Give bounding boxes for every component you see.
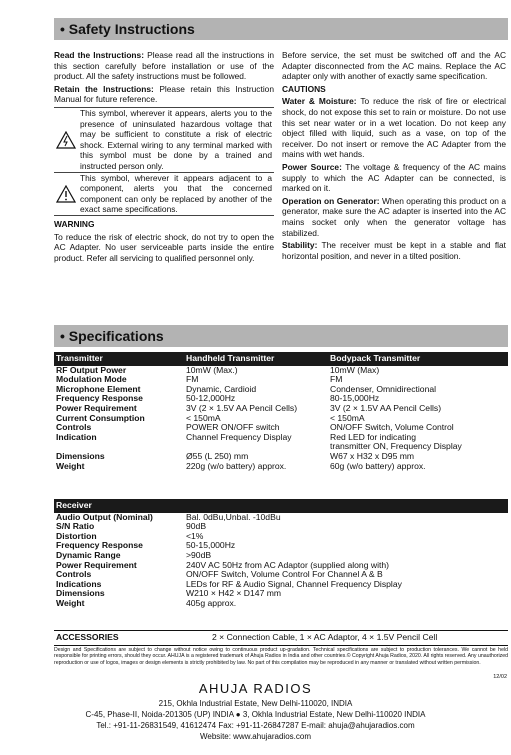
spec-label: Current Consumption bbox=[56, 412, 145, 423]
exclamation-warning-icon bbox=[54, 173, 78, 215]
spec-value: < 150mA bbox=[186, 412, 221, 423]
spec-row bbox=[54, 589, 508, 599]
spec-value: 90dB bbox=[186, 521, 207, 532]
spec-value: >90dB bbox=[186, 549, 212, 560]
spec-row bbox=[54, 541, 508, 551]
spec-label: Power Requirement bbox=[56, 559, 137, 570]
spec-value: Ø55 (L 250) mm bbox=[186, 450, 249, 461]
spec-label: Dimensions bbox=[56, 588, 105, 599]
disclaimer-text: Design and Specifications are subject to change without notice owing to continuous product up-gradation. Technical specifications are subject to production tolerances. We cannot be held responsible for printing errors, should they occur. AHUJA is a registered trademark of Ahuja Radios in India and other countries.© Copyright Ahuja Radios, 2020. All rights reserved. Any unauthorized reproduction or use of logos, images or design elements is strictly prohibited by law. No part of this compilation may be reproduced in any manner or translated without written permission. bbox=[54, 647, 508, 666]
receiver-table bbox=[54, 499, 508, 609]
spec-label: Controls bbox=[56, 422, 92, 433]
before-service-text: Before service, the set must be switched off and the AC Adapter disconnected from the AC mains. Replace the AC adapter only with another of exactly same specification. bbox=[282, 50, 506, 82]
spec-value: ON/OFF Switch, Volume Control For Channel A & B bbox=[186, 569, 383, 580]
spec-label: S/N Ratio bbox=[56, 521, 95, 532]
transmitter-header-row: Transmitter Handheld Transmitter Bodypack Transmitter bbox=[54, 352, 508, 366]
read-instructions: Read the Instructions: Please read all the instructions in this section carefully before installation or use of the product. All the safety instructions must be followed. bbox=[54, 50, 274, 82]
warning-heading: WARNING bbox=[54, 218, 95, 229]
spec-value: 80-15,000Hz bbox=[330, 393, 380, 404]
spec-value: Channel Frequency Display bbox=[186, 431, 292, 442]
spec-value: FM bbox=[330, 374, 343, 385]
warning-text: To reduce the risk of electric shock, do not try to open the AC Adapter. No user serviceable parts inside the entire product. Refer all servicing to qualified personnel only. bbox=[54, 231, 274, 263]
spec-label: Indications bbox=[56, 578, 102, 589]
spec-label: Dynamic Range bbox=[56, 549, 121, 560]
component-symbol-notice: This symbol, wherever it appears adjacent to a component, alerts you that the concerned component can only be replaced by another of the exact same specifications. bbox=[54, 173, 274, 216]
spec-label: Microphone Element bbox=[56, 383, 141, 394]
spec-value: Condenser, Omnidirectional bbox=[330, 383, 437, 394]
accessories-value: 2 × Connection Cable, 1 × AC Adaptor, 4 × 1.5V Pencil Cell bbox=[212, 632, 438, 642]
spec-label: Frequency Response bbox=[56, 540, 143, 551]
operation-generator: Operation on Generator: When operating this product on a generator, make sure the AC adapter is inserted into the AC mains socket only when the generator voltage has stabilized. bbox=[282, 195, 506, 238]
transmitter-table bbox=[54, 352, 508, 471]
spec-row bbox=[54, 522, 508, 532]
spec-value: 60g (w/o battery) approx. bbox=[330, 460, 426, 471]
spec-value: 405g approx. bbox=[186, 597, 237, 608]
stability: Stability: The receiver must be kept in a stable and flat horizontal position, and never in a tilted position. bbox=[282, 240, 506, 261]
specs-section-title: • Specifications bbox=[54, 325, 508, 347]
address-line-1: 215, Okhla Industrial Estate, New Delhi-110020, INDIA bbox=[158, 699, 353, 708]
accessories-row bbox=[54, 630, 508, 646]
company-name: AHUJA RADIOS bbox=[198, 681, 313, 696]
spec-value: <1% bbox=[186, 530, 204, 541]
lightning-warning-icon bbox=[54, 108, 78, 172]
spec-value: ON/OFF Switch, Volume Control bbox=[330, 422, 454, 433]
spec-row bbox=[54, 462, 508, 472]
spec-row bbox=[54, 580, 508, 590]
safety-section-title: • Safety Instructions bbox=[54, 18, 508, 40]
power-source: Power Source: The voltage & frequency of the AC mains supply to which the AC Adapter can be connected, is marked on it. bbox=[282, 161, 506, 194]
spec-value: Dynamic, Cardioid bbox=[186, 383, 257, 394]
contact-line: Tel.: +91-11-26831549, 41612474 Fax: +91-11-26847287 E-mail: ahuja@ahujaradios.com bbox=[96, 721, 415, 730]
spec-value: 50-15,000Hz bbox=[186, 540, 236, 551]
spec-label: Frequency Response bbox=[56, 393, 143, 404]
water-moisture: Water & Moisture: To reduce the risk of fire or electrical shock, do not expose this set to rain or moisture. Do not use this set near water or in a wet location. Do not keep any object filled with liquid, such as a vase, on top of the receiver. Do not insert or remove the AC Adapter from the mains with wet hands. bbox=[282, 96, 506, 160]
receiver-header-row: Receiver bbox=[54, 499, 508, 513]
accessories-label: ACCESSORIES bbox=[56, 632, 119, 642]
spec-label: Weight bbox=[56, 460, 85, 471]
spec-value: 10mW (Max.) bbox=[186, 364, 238, 375]
spec-value: Red LED for indicating bbox=[330, 431, 416, 442]
spec-value: 3V (2 × 1.5V AA Pencil Cells) bbox=[330, 402, 442, 413]
spec-value: Bal. 0dBu,Unbal. -10dBu bbox=[186, 511, 281, 522]
spec-row bbox=[54, 442, 508, 452]
spec-label: Controls bbox=[56, 569, 92, 580]
spec-value: < 150mA bbox=[330, 412, 365, 423]
spec-label: Indication bbox=[56, 431, 97, 442]
safety-left-column bbox=[54, 50, 274, 265]
spec-row bbox=[54, 599, 508, 609]
safety-right-column bbox=[282, 50, 506, 263]
spec-label: Dimensions bbox=[56, 450, 105, 461]
shock-symbol-notice: This symbol, wherever it appears, alerts you to the presence of uninsulated hazardous voltage that may be sufficient to constitute a risk of electric shock. External wiring to any terminal marked with this symbol must be done by a trained and instructed person only. bbox=[54, 107, 274, 173]
website-line: Website: www.ahujaradios.com bbox=[199, 732, 311, 741]
spec-label: Audio Output (Nominal) bbox=[56, 511, 153, 522]
spec-value: 240V AC 50Hz from AC Adaptor (supplied along with) bbox=[186, 559, 390, 570]
spec-value: FM bbox=[186, 374, 199, 385]
spec-value: LEDs for RF & Audio Signal, Channel Frequency Display bbox=[186, 578, 402, 589]
cautions-heading: CAUTIONS bbox=[282, 83, 326, 94]
spec-value: POWER ON/OFF switch bbox=[186, 422, 280, 433]
spec-label: Power Requirement bbox=[56, 402, 137, 413]
spec-value: 3V (2 × 1.5V AA Pencil Cells) bbox=[186, 402, 298, 413]
spec-value: W210 × H42 × D147 mm bbox=[186, 588, 282, 599]
print-code: 12/02 bbox=[493, 674, 507, 680]
spec-value: 50-12,000Hz bbox=[186, 393, 236, 404]
spec-value: 220g (w/o battery) approx. bbox=[186, 460, 287, 471]
spec-row bbox=[54, 513, 508, 523]
retain-instructions: Retain the Instructions: Please retain this Instruction Manual for future reference. bbox=[54, 83, 274, 105]
spec-label: Modulation Mode bbox=[56, 374, 127, 385]
spec-value: transmitter ON, Frequency Display bbox=[330, 441, 462, 452]
address-line-2: C-45, Phase-II, Noida-201305 (UP) INDIA ● 3, Okhla Industrial Estate, New Delhi-110020 INDIA bbox=[85, 710, 426, 719]
spec-value: W67 x H32 x D95 mm bbox=[330, 450, 415, 461]
spec-label: Weight bbox=[56, 597, 85, 608]
spec-label: Distortion bbox=[56, 530, 97, 541]
spec-label: RF Output Power bbox=[56, 364, 127, 375]
spec-value: 10mW (Max) bbox=[330, 364, 380, 375]
